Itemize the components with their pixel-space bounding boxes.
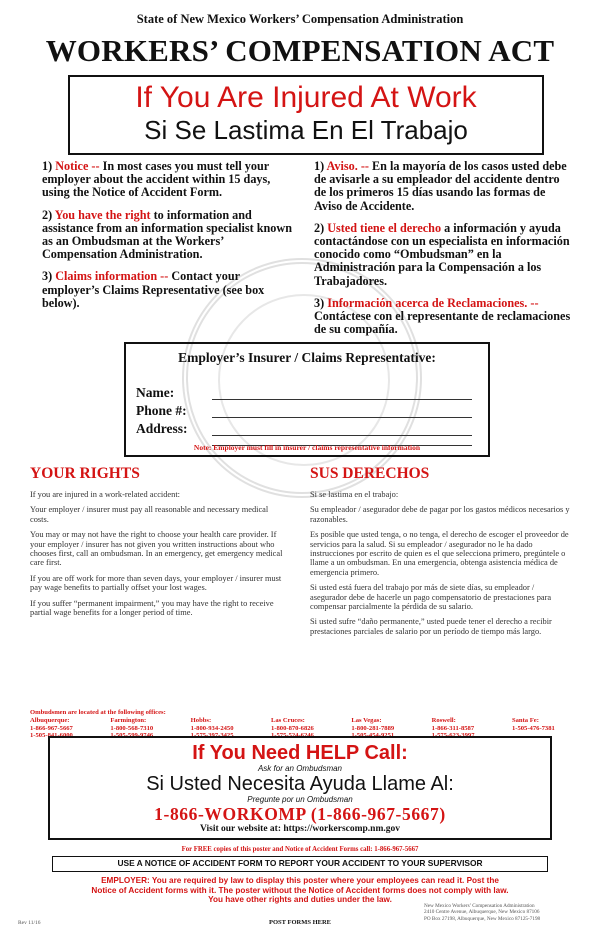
name-line — [212, 399, 472, 400]
office-city: Santa Fe: — [511, 717, 539, 725]
step-text: Contáctese con el representante de reclamaciones de su compañía. — [314, 309, 571, 337]
rights-paragraph: If you are injured in a work-related accident: — [30, 490, 180, 499]
office-city: Las Cruces: — [270, 717, 305, 725]
help-title-english: If You Need HELP Call: — [192, 742, 408, 764]
step-text: En la mayoría de los casos usted debe de avisarle a su empleador del accidente dentro de los primeros 15 días usando las formas de Aviso de Accidente. — [314, 159, 567, 213]
help-subtitle-spanish: Pregunte por un Ombudsman — [247, 795, 353, 804]
rights-paragraph: Your employer / insurer must pay all reasonable and necessary medical costs. — [30, 505, 269, 524]
phone-line — [212, 417, 472, 418]
help-subtitle-english: Ask for an Ombudsman — [257, 764, 343, 773]
rights-paragraph: Si usted sufre “daño permanente,” usted puede tener el derecho a recibir prestaciones parciales de salario por un período de tiempo más largo. — [310, 617, 552, 636]
help-website[interactable]: Visit our website at: https://workerscomp.nm.gov — [199, 824, 400, 834]
step-label: Aviso. -- — [326, 159, 369, 173]
spanish-steps — [314, 160, 574, 345]
act-title: WORKERS’ COMPENSATION ACT — [45, 33, 555, 68]
step-label: Usted tiene el derecho — [327, 220, 442, 235]
rights-paragraph: Si se lastima en el trabajo: — [310, 490, 399, 499]
rights-paragraph: If you are off work for more than seven days, your employer / insurer must pay wage benefits to partially offset your lost wages. — [30, 573, 282, 593]
offices-heading: Ombudsmen are located at the following offices: — [30, 709, 166, 716]
step-text: a información y ayuda contactándose con un especialista en información conocido como “Ombudsman” en la Administración para la Compensación a los Trabajadores. — [314, 220, 570, 288]
office-phone: 1-866-311-8587 1-575-623-3997 — [431, 724, 475, 740]
address-label: Address: — [136, 421, 188, 436]
post-forms-here: POST FORMS HERE — [268, 919, 331, 926]
step-item — [42, 270, 292, 310]
step-number: 2) — [314, 220, 325, 235]
step-label: Claims information -- — [55, 269, 169, 284]
step-number: 1) — [42, 159, 53, 173]
your-rights-body — [30, 490, 285, 623]
step-label: Información acerca de Reclamaciones. -- — [327, 295, 539, 310]
phone-label: Phone #: — [136, 403, 187, 418]
step-item — [314, 160, 574, 213]
step-item — [42, 209, 292, 262]
address-line: PO Box 27198, Albuquerque, New Mexico 87125-7198 — [424, 915, 541, 922]
english-steps — [42, 160, 292, 319]
office-phone: 1-800-934-2450 1-575-397-3425 — [190, 724, 234, 740]
injured-title-english: If You Are Injured At Work — [135, 81, 477, 114]
office-phone: 1-800-281-7889 1-505-454-9251 — [351, 724, 395, 740]
office-city: Hobbs: — [190, 717, 212, 725]
employer-notice — [14, 876, 586, 905]
step-item — [314, 222, 574, 288]
employer-notice-line: EMPLOYER: You are required by law to display this poster where your employees can read it. Post the — [101, 876, 499, 885]
step-number: 3) — [42, 269, 53, 284]
address-line: 2410 Centre Avenue, Albuquerque, New Mexico 87106 — [424, 909, 540, 916]
address-line-1 — [212, 435, 472, 436]
rights-paragraph: Su empleador / asegurador debe de pagar por los gastos médicos necesarios y razonables. — [310, 505, 570, 524]
claims-box-title: Employer’s Insurer / Claims Representative: — [178, 350, 436, 365]
revision-date: Rev 11/16 — [18, 920, 41, 926]
sus-derechos-body — [310, 490, 572, 642]
rights-paragraph: If you suffer “permanent impairment,” you may have the right to receive partial wage benefits for a longer period of time. — [30, 598, 274, 618]
poster — [14, 8, 586, 930]
step-label: You have the right — [54, 207, 151, 222]
step-number: 3) — [314, 295, 325, 310]
office-phone: 1-800-568-7310 1-505-599-9746 — [110, 724, 154, 740]
name-label: Name: — [136, 385, 175, 400]
agency-name: State of New Mexico Workers’ Compensation Administration — [136, 12, 464, 26]
step-number: 1) — [314, 159, 325, 173]
sus-derechos-heading: SUS DERECHOS — [310, 465, 430, 482]
help-title-spanish: Si Usted Necesita Ayuda Llame Al: — [146, 773, 454, 795]
office-phone: 1-866-967-5667 1-505-841-6000 — [30, 724, 73, 740]
free-copies-note: For FREE copies of this poster and Notice of Accident Forms call: 1-866-967-5667 — [181, 846, 419, 853]
your-rights-heading: YOUR RIGHTS — [30, 465, 140, 482]
employer-notice-line: You have other rights and duties under the law. — [208, 895, 392, 905]
address-line: New Mexico Workers’ Compensation Administration — [424, 903, 535, 909]
office-city: Albuquerque: — [30, 717, 70, 725]
step-number: 2) — [42, 207, 53, 222]
office-phone: 1-505-476-7381 — [511, 724, 555, 732]
office-city: Roswell: — [431, 717, 456, 725]
notice-of-accident-bar: USE A NOTICE OF ACCIDENT FORM TO REPORT YOUR ACCIDENT TO YOUR SUPERVISOR — [52, 856, 548, 872]
step-label: Notice -- — [55, 159, 100, 173]
injured-title-spanish: Si Se Lastima En El Trabajo — [144, 115, 468, 145]
injured-banner — [68, 75, 544, 155]
office-city: Farmington: — [110, 717, 147, 725]
claims-representative-box — [124, 342, 490, 457]
rights-paragraph: You may or may not have the right to choose your health care provider. If your employer / insurer has not given you written instructions about who chooses first, call an ombudsman. In an emergency, get emergency medical care first. — [30, 530, 283, 568]
step-text: In most cases you must tell your employer about the accident within 15 days, using the Notice of Accident Form. — [42, 159, 271, 200]
help-call-box — [48, 736, 552, 840]
office-phone: 1-800-870-6826 1-575-524-6246 — [270, 724, 314, 740]
step-item — [314, 297, 574, 337]
claims-box-note: Note: Employer must fill in insurer / claims representative information — [193, 443, 421, 452]
step-text: to information and assistance from an information specialist known as an Ombudsman at the Workers’ Compensation Administration. — [42, 207, 292, 262]
step-item — [42, 160, 292, 200]
step-text: Contact your employer’s Claims Representative (see box below). — [42, 269, 265, 310]
employer-notice-line: Notice of Accident forms with it. The poster without the Notice of Accident forms does not comply with law. — [91, 885, 509, 895]
help-phone-number[interactable]: 1-866-WORKOMP (1-866-967-5667) — [154, 804, 446, 824]
rights-paragraph: Es posible que usted tenga, o no tenga, el derecho de escoger el proveedor de servicios para la salud. Si su empleador / asegurador no le ha dado instrucciones por escrito de quien es el que selecciona primero, pregúntele o llame a un ombudsman. En una emergencia, obtenga asistencia médica de emergencia primero. — [310, 530, 569, 577]
office-city: Las Vegas: — [351, 717, 382, 725]
rights-paragraph: Si usted está fuera del trabajo por más de siete días, su empleador / asegurador debe de hacerle un pago compensatorio de prestaciones para compensar parcialmente la pérdida de su salario. — [310, 583, 552, 612]
